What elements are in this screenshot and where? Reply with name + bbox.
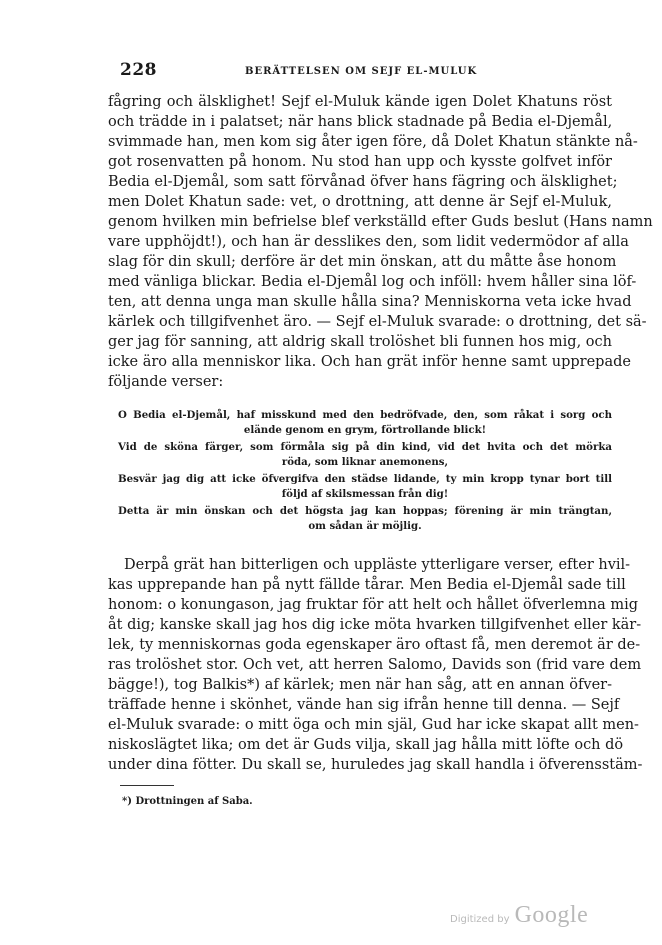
watermark-prefix: Digitized by [450, 914, 510, 925]
text-line: fågring och älsklighet! Sejf el-Muluk kände igen Dolet Khatuns röst [108, 94, 612, 110]
text-line: följande verser: [108, 374, 224, 390]
text-line: ras trolöshet stor. Och vet, att herren Salomo, Davids son (frid vare dem [108, 657, 642, 673]
text-line: under dina fötter. Du skall se, huruledes jag skall handla i öfverensstäm- [108, 757, 643, 773]
text-line: Derpå grät han bitterligen och uppläste ytterligare verser, efter hvil- [124, 557, 631, 573]
verse-line-continuation: elände genom en grym, förtrollande blick! [243, 424, 487, 436]
verse-line: Vid de sköna färger, som förmåla sig på din kind, vid det hvita och det mörka [118, 441, 612, 453]
verse-line-continuation: om sådan är möjlig. [308, 520, 422, 532]
verse-line: Besvär jag dig att icke öfvergifva den städse lidande, ty min kropp tynar bort till [118, 473, 612, 485]
text-line: slag för din skull; derföre är det min önskan, att du måtte åse honom [108, 254, 617, 270]
text-line: el-Muluk svarade: o mitt öga och min själ, Gud har icke skapat allt men- [108, 717, 639, 733]
text-line: honom: o konungason, jag fruktar för att helt och hållet öfverlemna mig [108, 597, 639, 613]
running-head: BERÄTTELSEN OM SEJF EL-MULUK [245, 66, 478, 77]
text-line: med vänliga blickar. Bedia el-Djemål log och inföll: hvem håller sina löf- [108, 274, 637, 290]
text-line: bägge!), tog Balkis*) af kärlek; men när han såg, att en annan öfver- [108, 677, 612, 693]
text-line: niskoslägtet lika; om det är Guds vilja, skall jag hålla mitt löfte och dö [108, 737, 624, 753]
footnote: *) Drottningen af Saba. [122, 796, 253, 807]
text-line: svimmade han, men kom sig åter igen före, då Dolet Khatun stänkte nå- [108, 134, 638, 150]
verse-line-continuation: röda, som liknar anemonens, [281, 456, 449, 468]
text-line: kärlek och tillgifvenhet äro. — Sejf el-Muluk svarade: o drottning, det sä- [108, 314, 647, 330]
text-line: lek, ty menniskornas goda egenskaper äro oftast få, men deremot är de- [108, 637, 641, 653]
text-line: vare upphöjdt!), och han är desslikes den, som lidit vedermödor af alla [108, 234, 629, 250]
verse-line: Detta är min önskan och det högsta jag kan hoppas; förening är min trängtan, [118, 505, 612, 517]
watermark-logo: Google [514, 902, 589, 928]
text-line: kas upprepande han på nytt fällde tårar. Men Bedia el-Djemål sade till [108, 577, 626, 593]
page-number: 228 [120, 60, 157, 80]
footnote-rule [120, 785, 174, 786]
text-line: icke äro alla menniskor lika. Och han grät inför henne samt upprepade [108, 354, 631, 370]
text-line: ger jag för sanning, att aldrig skall trolöshet bli funnen hos mig, och [108, 334, 612, 350]
text-line: Bedia el-Djemål, som satt förvånad öfver hans fägring och älsklighet; [108, 174, 618, 190]
text-line: ten, att denna unga man skulle hålla sina? Menniskorna veta icke hvad [108, 294, 632, 310]
text-line: got rosenvatten på honom. Nu stod han upp och kysste golfvet inför [108, 154, 612, 170]
text-line: men Dolet Khatun sade: vet, o drottning, att denne är Sejf el-Muluk, [108, 194, 612, 210]
text-line: träffade henne i skönhet, vände han sig ifrån henne till denna. — Sejf [108, 697, 620, 713]
text-line: genom hvilken min befrielse blef verkställd efter Guds beslut (Hans namn [108, 214, 653, 230]
text-line: åt dig; kanske skall jag hos dig icke möta hvarken tillgifvenhet eller kär- [108, 617, 642, 633]
verse-line-continuation: följd af skilsmessan från dig! [281, 488, 449, 500]
digitized-watermark [450, 902, 588, 929]
text-line: och trädde in i palatset; när hans blick stadnade på Bedia el-Djemål, [108, 114, 613, 130]
verse-line: O Bedia el-Djemål, haf misskund med den bedröfvade, den, som råkat i sorg och [118, 409, 612, 421]
